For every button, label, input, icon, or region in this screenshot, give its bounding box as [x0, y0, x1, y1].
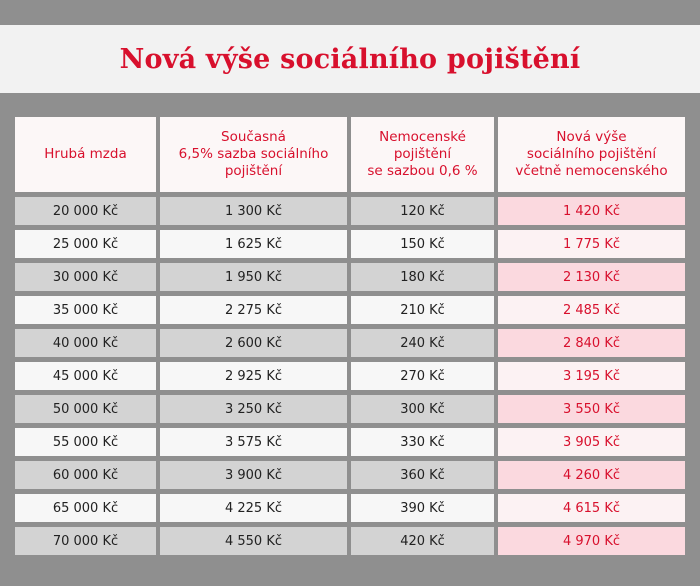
cell-sickness-insurance: 420 Kč: [351, 527, 494, 555]
cell-current-insurance: 4 550 Kč: [160, 527, 347, 555]
cell-new-total: 4 615 Kč: [498, 494, 685, 522]
header-new-total: Nová výše sociálního pojištění včetně nemocenského: [498, 117, 685, 192]
cell-current-insurance: 4 225 Kč: [160, 494, 347, 522]
cell-sickness-insurance: 180 Kč: [351, 263, 494, 291]
title-bar: [0, 25, 700, 93]
cell-current-insurance: 1 625 Kč: [160, 230, 347, 258]
cell-current-insurance: 3 575 Kč: [160, 428, 347, 456]
insurance-table: [15, 117, 685, 560]
cell-sickness-insurance: 330 Kč: [351, 428, 494, 456]
cell-new-total: 1 775 Kč: [498, 230, 685, 258]
cell-gross-salary: 25 000 Kč: [15, 230, 156, 258]
cell-gross-salary: 70 000 Kč: [15, 527, 156, 555]
cell-new-total: 1 420 Kč: [498, 197, 685, 225]
cell-current-insurance: 2 925 Kč: [160, 362, 347, 390]
cell-current-insurance: 1 950 Kč: [160, 263, 347, 291]
cell-sickness-insurance: 390 Kč: [351, 494, 494, 522]
cell-current-insurance: 1 300 Kč: [160, 197, 347, 225]
header-gross-salary: Hrubá mzda: [15, 117, 156, 192]
cell-gross-salary: 45 000 Kč: [15, 362, 156, 390]
cell-sickness-insurance: 300 Kč: [351, 395, 494, 423]
cell-new-total: 3 905 Kč: [498, 428, 685, 456]
cell-gross-salary: 35 000 Kč: [15, 296, 156, 324]
cell-sickness-insurance: 360 Kč: [351, 461, 494, 489]
cell-new-total: 3 550 Kč: [498, 395, 685, 423]
cell-sickness-insurance: 150 Kč: [351, 230, 494, 258]
header-sickness-insurance: Nemocenské pojištění se sazbou 0,6 %: [351, 117, 494, 192]
cell-gross-salary: 20 000 Kč: [15, 197, 156, 225]
cell-current-insurance: 3 900 Kč: [160, 461, 347, 489]
cell-new-total: 2 130 Kč: [498, 263, 685, 291]
cell-current-insurance: 2 275 Kč: [160, 296, 347, 324]
cell-new-total: 4 260 Kč: [498, 461, 685, 489]
cell-new-total: 3 195 Kč: [498, 362, 685, 390]
cell-gross-salary: 65 000 Kč: [15, 494, 156, 522]
page-title: Nová výše sociálního pojištění: [119, 43, 581, 75]
cell-current-insurance: 3 250 Kč: [160, 395, 347, 423]
cell-sickness-insurance: 270 Kč: [351, 362, 494, 390]
cell-gross-salary: 60 000 Kč: [15, 461, 156, 489]
cell-new-total: 4 970 Kč: [498, 527, 685, 555]
cell-gross-salary: 50 000 Kč: [15, 395, 156, 423]
cell-current-insurance: 2 600 Kč: [160, 329, 347, 357]
cell-gross-salary: 30 000 Kč: [15, 263, 156, 291]
cell-sickness-insurance: 210 Kč: [351, 296, 494, 324]
cell-new-total: 2 485 Kč: [498, 296, 685, 324]
cell-sickness-insurance: 240 Kč: [351, 329, 494, 357]
header-current-rate: Současná 6,5% sazba sociálního pojištění: [160, 117, 347, 192]
cell-sickness-insurance: 120 Kč: [351, 197, 494, 225]
cell-gross-salary: 55 000 Kč: [15, 428, 156, 456]
cell-gross-salary: 40 000 Kč: [15, 329, 156, 357]
cell-new-total: 2 840 Kč: [498, 329, 685, 357]
